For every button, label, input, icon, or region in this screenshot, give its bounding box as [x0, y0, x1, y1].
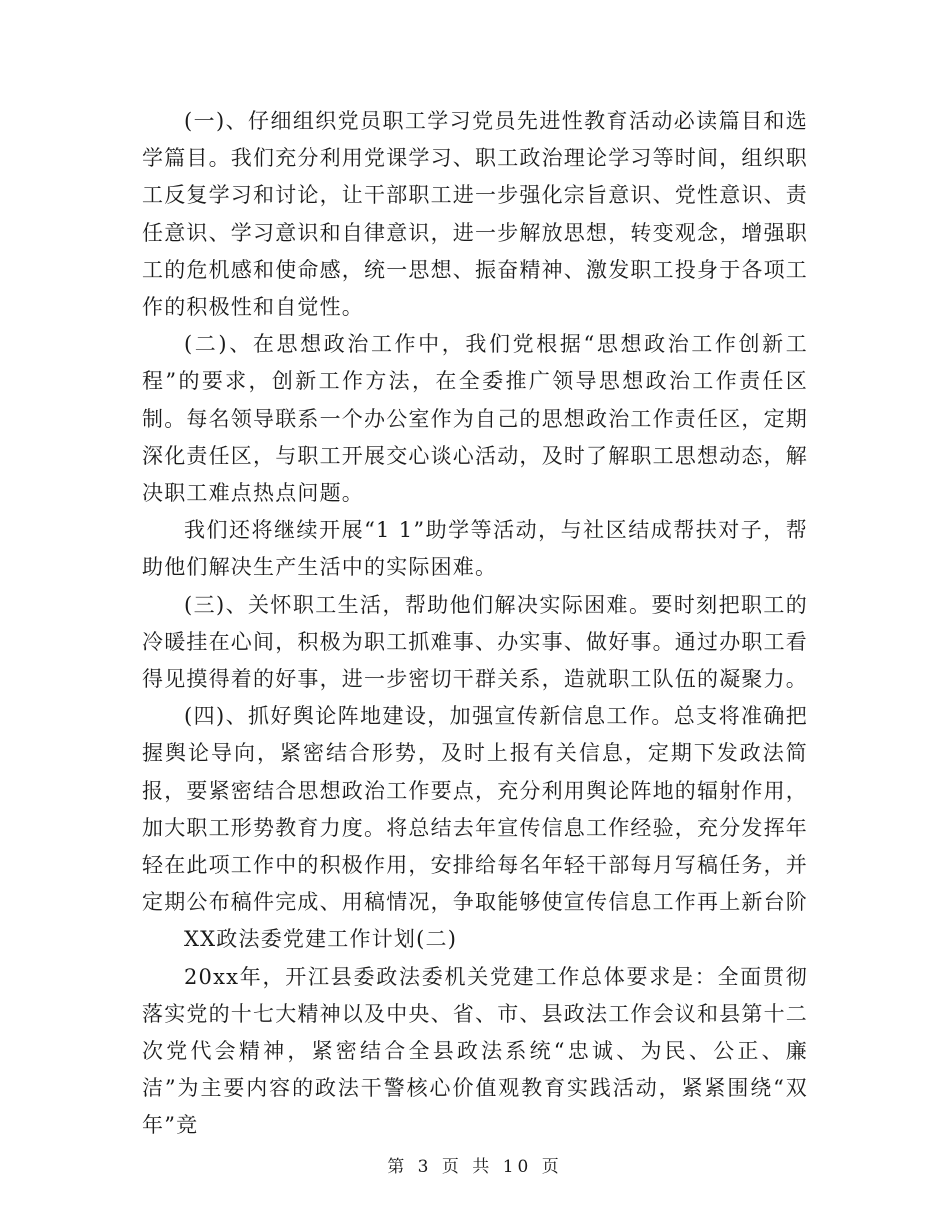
paragraph-2: (二)、在思想政治工作中，我们党根据“思想政治工作创新工程”的要求，创新工作方法，在全委推广领导思想政治工作责任区制。每名领导联系一个办公室作为自己的思想政治工作责任区，定期深化责任区，与职工开展交心谈心活动，及时了解职工思想动态，解决职工难点热点问题。 [142, 332, 808, 506]
paragraph-6: 20xx年，开江县委政法委机关党建工作总体要求是：全面贯彻落实党的十七大精神以及中央、省、市、县政法工作会议和县第十二次党代会精神，紧密结合全县政法系统“忠诚、为民、公正、廉洁”为主要内容的政法干警核心价值观教育实践活动，紧紧围绕“双年”竞 [142, 964, 808, 1138]
page-number-footer: 第 3 页 共 10 页 [387, 1157, 563, 1177]
paragraph-5: (四)、抓好舆论阵地建设，加强宣传新信息工作。总支将准确把握舆论导向，紧密结合形势，及时上报有关信息，定期下发政法简报，要紧密结合思想政治工作要点，充分利用舆论阵地的辐射作用，加大职工形势教育力度。将总结去年宣传信息工作经验，充分发挥年轻在此项工作中的积极作用，安排给每名年轻干部每月写稿任务，并定期公布稿件完成、用稿情况，争取能够使宣传信息工作再上新台阶 [142, 704, 808, 915]
paragraph-1: (一)、仔细组织党员职工学习党员先进性教育活动必读篇目和选学篇目。我们充分利用党课学习、职工政治理论学习等时间，组织职工反复学习和讨论，让干部职工进一步强化宗旨意识、党性意识、责任意识、学习意识和自律意识，进一步解放思想，转变观念，增强职工的危机感和使命感，统一思想、振奋精神、激发职工投身于各项工作的积极性和自觉性。 [142, 109, 808, 320]
document-body [142, 103, 808, 1145]
paragraph-4: (三)、关怀职工生活，帮助他们解决实际困难。要时刻把职工的冷暖挂在心间，积极为职工抓难事、办实事、做好事。通过办职工看得见摸得着的好事，进一步密切干群关系，造就职工队伍的凝聚力。 [142, 592, 808, 692]
paragraph-3: 我们还将继续开展“1 1”助学等活动，与社区结成帮扶对子，帮助他们解决生产生活中的实际困难。 [142, 518, 808, 580]
section-heading: XX政法委党建工作计划(二) [184, 927, 458, 952]
